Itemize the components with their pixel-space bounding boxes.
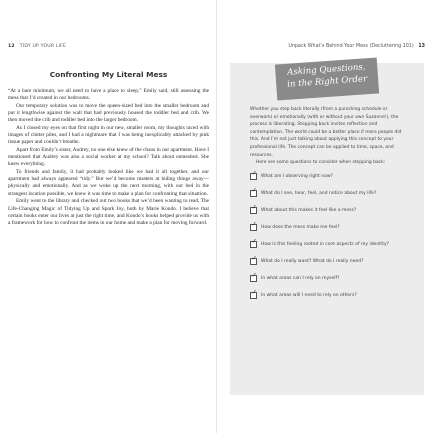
checkbox-icon	[250, 275, 257, 282]
body-paragraph: To friends and family, it had probably looked like we had it all together, and our apartment had always appeared “tidy.” But we’d become masters at hiding things away—physically and emotionally. And as we woke up the next morning, with our bed in the strangest location possible, we knew it was time to make a plan for confronting that situation.	[8, 168, 209, 197]
checkbox-icon	[250, 258, 257, 265]
right-page-number: 13	[418, 44, 425, 49]
left-running-head	[8, 44, 66, 49]
question-item	[250, 173, 406, 180]
box-title-line-1: Asking Questions,	[286, 62, 366, 78]
body-paragraph: Our temporary solution was to move the queen-sized bed into the smaller bedroom and put it lengthwise against the wall that had previously housed the toddler bed and crib. We then moved the crib and toddler bed into the larger bedroom.	[8, 102, 209, 124]
checkbox-icon	[250, 224, 257, 231]
checkbox-icon	[250, 190, 257, 197]
question-item	[250, 258, 406, 265]
question-item	[250, 190, 406, 197]
question-item	[250, 224, 406, 231]
box-body	[250, 106, 406, 309]
right-running-head	[288, 44, 425, 49]
checkbox-icon	[250, 207, 257, 214]
checkbox-icon	[250, 173, 257, 180]
question-text: What about this makes it feel like a mess?	[261, 207, 357, 213]
body-paragraph: “At a bare minimum, we all need to have a place to sleep,” Emily said, still assessing the mess that I’d created in our bedrooms.	[8, 88, 209, 102]
question-text: What do I see, hear, feel, and notice about my life?	[261, 190, 377, 196]
body-paragraph: Emily went to the library and checked out two books that we’d been wanting to read, The Life-Changing Magic of Tidying Up and Spark Joy, both by Marie Kondo. I believe that certain books enter our lives at just the right time, and Kondo’s books helped provide us with a framework for how to confront the items in our home and make a plan for moving forward.	[8, 198, 209, 227]
left-page	[8, 70, 209, 228]
question-item	[250, 275, 406, 282]
question-text: In what areas will I need to rely on others?	[261, 292, 357, 298]
page-gutter	[216, 0, 217, 433]
question-text: How is this feeling rooted in core aspects of my identity?	[261, 241, 390, 247]
right-running-title: Unpack What’s Behind Your Mess (Decluttering 101)	[288, 44, 414, 49]
box-title-banner	[275, 57, 379, 100]
right-page	[230, 63, 424, 395]
box-title	[275, 61, 378, 91]
question-text: What am I observing right now?	[261, 173, 333, 179]
question-item	[250, 207, 406, 214]
question-text: In what areas can I rely on myself?	[261, 275, 340, 281]
question-text: How does the mess make me feel?	[261, 224, 340, 230]
checkbox-icon	[250, 241, 257, 248]
question-text: What do I really want? What do I really need?	[261, 258, 364, 264]
left-page-number: 12	[8, 44, 15, 49]
box-intro-paragraph: Whether you step back literally (from a punishing schedule or overwork) or emotionally (with or without your own Suzanne!), the process is liberating. Stepping back invites reflection and contemplation. The world could be a better place if more people did this. And I’m not just talking about applying this concept to your professional life. The concept can be applied to time, space, and resources.	[250, 107, 402, 158]
question-item	[250, 241, 406, 248]
question-item	[250, 292, 406, 299]
question-checklist	[250, 173, 406, 299]
checkbox-icon	[250, 292, 257, 299]
box-lead-in: Here are some questions to consider when stepping back:	[256, 160, 386, 166]
section-title: Confronting My Literal Mess	[49, 70, 168, 79]
body-paragraph: Apart from Emily’s sister, Audrey, no one else knew of the chaos in our apartment. Have I mentioned that Audrey was also a social worker at my school? Talk about enmeshed. She knew everything.	[8, 146, 209, 168]
body-paragraph: As I closed my eyes on that first night in our new, smaller room, my thoughts raced with images of clutter piles, and I had a nightmare that I was being inexplicably attacked by pink tissue paper and couldn’t breathe.	[8, 124, 209, 146]
left-running-title: TIDY UP YOUR LIFE	[19, 44, 67, 49]
box-title-line-2: in the Right Order	[286, 73, 368, 90]
